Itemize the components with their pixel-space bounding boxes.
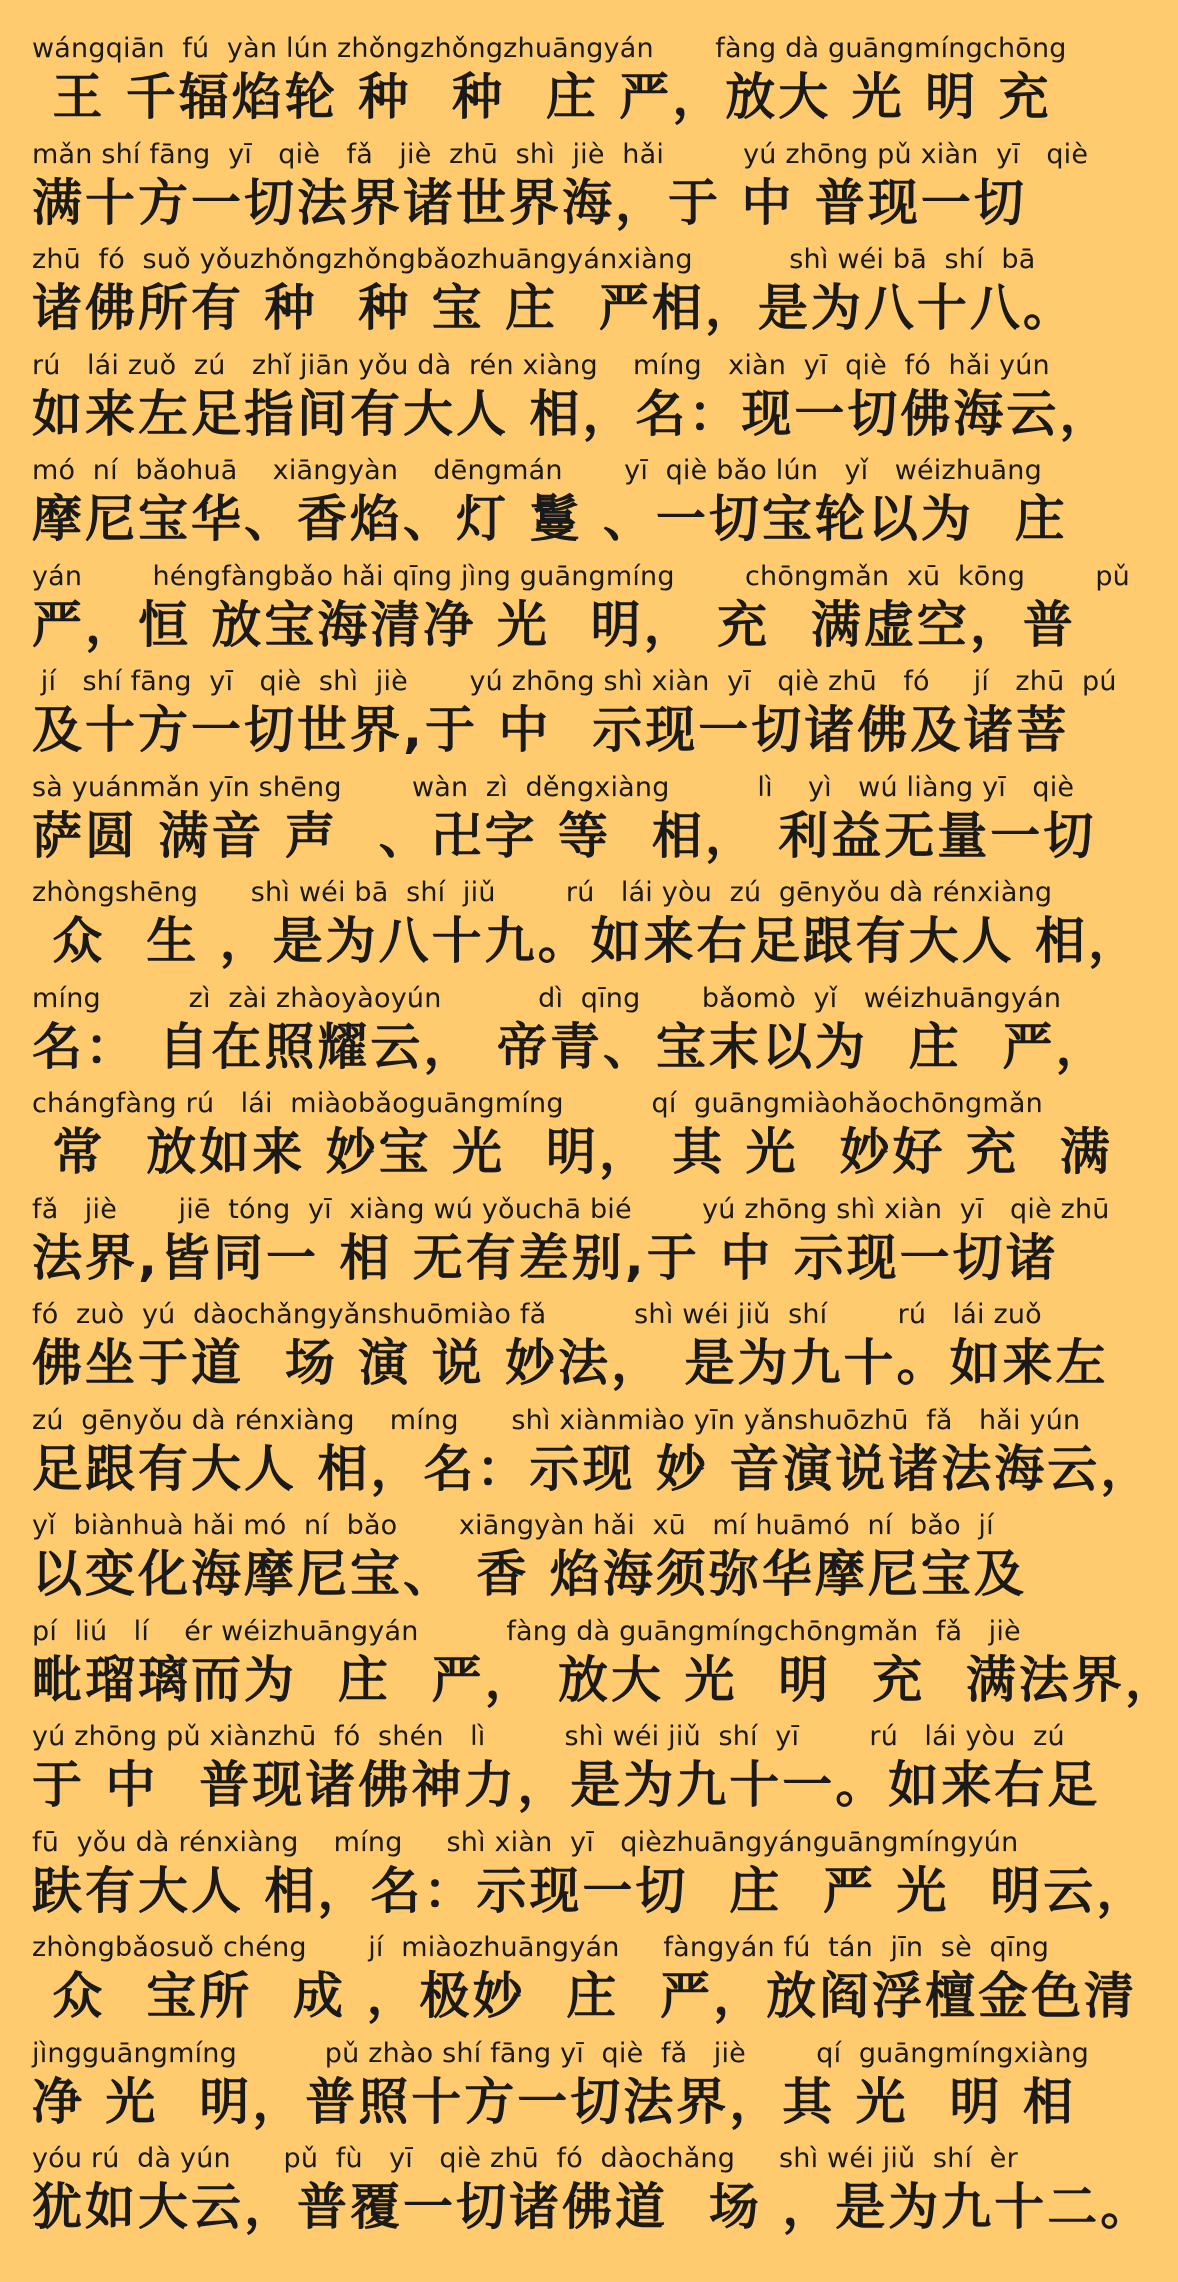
text-line-9 [32, 876, 1142, 982]
text-line-17 [32, 1720, 1101, 1826]
pinyin-row: zhū fó suǒ yǒuzhǒngzhǒngbǎozhuāngyánxiàng shì wéi bā shí bā [32, 244, 1036, 275]
text-line-18 [32, 1826, 1150, 1932]
hanzi-row: 毗瑠璃而为 庄 严， 放大 光 明 充 满法界， [32, 1650, 1178, 1709]
text-line-14 [32, 1404, 1154, 1510]
hanzi-row: 满十方一切法界诸世界海，于 中 普现一切 [32, 173, 1027, 232]
pinyin-row: rú lái zuǒ zú zhǐ jiān yǒu dà rén xiàng míng xiàn yī qiè fó hǎi yún [32, 349, 1050, 381]
pinyin-row: jìngguāngmíng pǔ zhào shí fāng yī qiè fǎ jiè qí guāngmíngxiàng [32, 2037, 1090, 2069]
hanzi-row: 及十方一切世界,于 中 示现一切诸佛及诸菩 [32, 701, 1070, 759]
text-line-12 [32, 1193, 1110, 1299]
text-line-15 [32, 1509, 1060, 1615]
hanzi-row: 于 中 普现诸佛神力，是为九十一。如来右足 [32, 1756, 1101, 1814]
pinyin-row: chángfàng rú lái miàobǎoguāngmíng qí guāngmiàohǎochōngmǎn [32, 1088, 1043, 1119]
hanzi-row: 常 放如来 妙宝 光 明， 其 光 妙好 充 满 [32, 1123, 1113, 1181]
pinyin-row: zhòngbǎosuǒ chéng jí miàozhuāngyán fàngyán fú tán jīn sè qīng [32, 1932, 1050, 1963]
pinyin-row: míng zì zài zhàoyàoyún dì qīng bǎomò yǐ wéizhuāngyán [32, 982, 1062, 1014]
pinyin-row: sà yuánmǎn yīn shēng wàn zì děngxiàng lì yì wú liàng yī qiè [32, 771, 1075, 803]
hanzi-row: 趺有大人 相，名：示现一切 庄 严 光 明云， [32, 1861, 1150, 1920]
text-line-16 [32, 1615, 1178, 1721]
pinyin-row: fǎ jiè jiē tóng yī xiàng wú yǒuchā bié yú zhōng shì xiàn yī qiè zhū [32, 1193, 1110, 1225]
text-line-1 [32, 32, 1067, 138]
pinyin-row: zú gēnyǒu dà rénxiàng míng shì xiànmiào yīn yǎnshuōzhū fǎ hǎi yún [32, 1404, 1081, 1436]
pinyin-row: jí shí fāng yī qiè shì jiè yú zhōng shì xiàn yī qiè zhū fó jí zhū pú [32, 666, 1117, 697]
pinyin-row: yóu rú dà yún pǔ fù yī qiè zhū fó dàochǎng shì wéi jiǔ shí èr [32, 2143, 1018, 2174]
pinyin-row: pí liú lí ér wéizhuāngyán fàng dà guāngmíngchōngmǎn fǎ jiè [32, 1615, 1021, 1647]
hanzi-row: 摩尼宝华、香焰、灯 鬘 、一切宝轮以为 庄 [32, 490, 1068, 548]
hanzi-row: 如来左足指间有大人 相，名：现一切佛海云， [32, 384, 1113, 443]
hanzi-row: 法界,皆同一 相 无有差别,于 中 示现一切诸 [32, 1228, 1059, 1287]
hanzi-row: 佛坐于道 场 演 说 妙法， 是为九十。如来左 [32, 1334, 1109, 1392]
pinyin-row: yǐ biànhuà hǎi mó ní bǎo xiāngyàn hǎi xū mí huāmó ní bǎo jí [32, 1510, 994, 1541]
hanzi-row: 萨圆 满音 声 、卍字 等 相， 利益无量一切 [32, 806, 1097, 865]
hanzi-row: 足跟有大人 相，名：示现 妙 音演说诸法海云， [32, 1439, 1154, 1498]
hanzi-row: 严，恒 放宝海清净 光 明， 充 满虚空，普 [32, 595, 1076, 654]
hanzi-row: 诸佛所有 种 种 宝 庄 严相，是为八十八。 [32, 279, 1076, 337]
text-line-19 [32, 1931, 1138, 2037]
hanzi-row: 王 千辐焰轮 种 种 庄 严，放大 光 明 充 [32, 68, 1052, 126]
text-line-8 [32, 771, 1097, 877]
pinyin-row: mǎn shí fāng yī qiè fǎ jiè zhū shì jiè hǎi yú zhōng pǔ xiàn yī qiè [32, 138, 1089, 170]
text-line-21 [32, 2142, 1154, 2248]
text-line-13 [32, 1298, 1109, 1404]
pinyin-row: mó ní bǎohuā xiāngyàn dēngmán yī qiè bǎo lún yǐ wéizhuāng [32, 455, 1042, 486]
text-line-7 [32, 665, 1117, 771]
hanzi-row: 犹如大云，普覆一切诸佛道 场 ，是为九十二。 [32, 2178, 1154, 2236]
text-line-2 [32, 138, 1089, 244]
pinyin-row: fū yǒu dà rénxiàng míng shì xiàn yī qièzhuāngyánguāngmíngyún [32, 1826, 1019, 1858]
pinyin-row: yú zhōng pǔ xiànzhū fó shén lì shì wéi jiǔ shí yī rú lái yòu zú [32, 1721, 1065, 1752]
text-line-5 [32, 454, 1068, 560]
hanzi-row: 名： 自在照耀云， 帝青、宝末以为 庄 严， [32, 1017, 1109, 1076]
pinyin-row: fó zuò yú dàochǎngyǎnshuōmiào fǎ shì wéi jiǔ shí rú lái zuǒ [32, 1299, 1042, 1330]
pinyin-row: zhòngshēng shì wéi bā shí jiǔ rú lái yòu zú gēnyǒu dà rénxiàng [32, 877, 1053, 908]
hanzi-row: 众 宝所 成 ，极妙 庄 严，放阎浮檀金色清 [32, 1967, 1138, 2025]
text-line-3 [32, 243, 1076, 349]
text-line-20 [32, 2037, 1090, 2143]
hanzi-row: 净 光 明，普照十方一切法界，其 光 明 相 [32, 2072, 1076, 2131]
pinyin-row: yán héngfàngbǎo hǎi qīng jìng guāngmíng chōngmǎn xū kōng pǔ [32, 560, 1130, 592]
text-line-11 [32, 1087, 1113, 1193]
text-line-6 [32, 560, 1130, 666]
pinyin-row: wángqiān fú yàn lún zhǒngzhǒngzhuāngyán fàng dà guāngmíngchōng [32, 33, 1067, 64]
text-line-10 [32, 982, 1109, 1088]
hanzi-row: 众 生 ，是为八十九。如来右足跟有大人 相， [32, 912, 1142, 970]
text-line-4 [32, 349, 1113, 455]
hanzi-row: 以变化海摩尼宝、 香 焰海须弥华摩尼宝及 [32, 1545, 1027, 1603]
